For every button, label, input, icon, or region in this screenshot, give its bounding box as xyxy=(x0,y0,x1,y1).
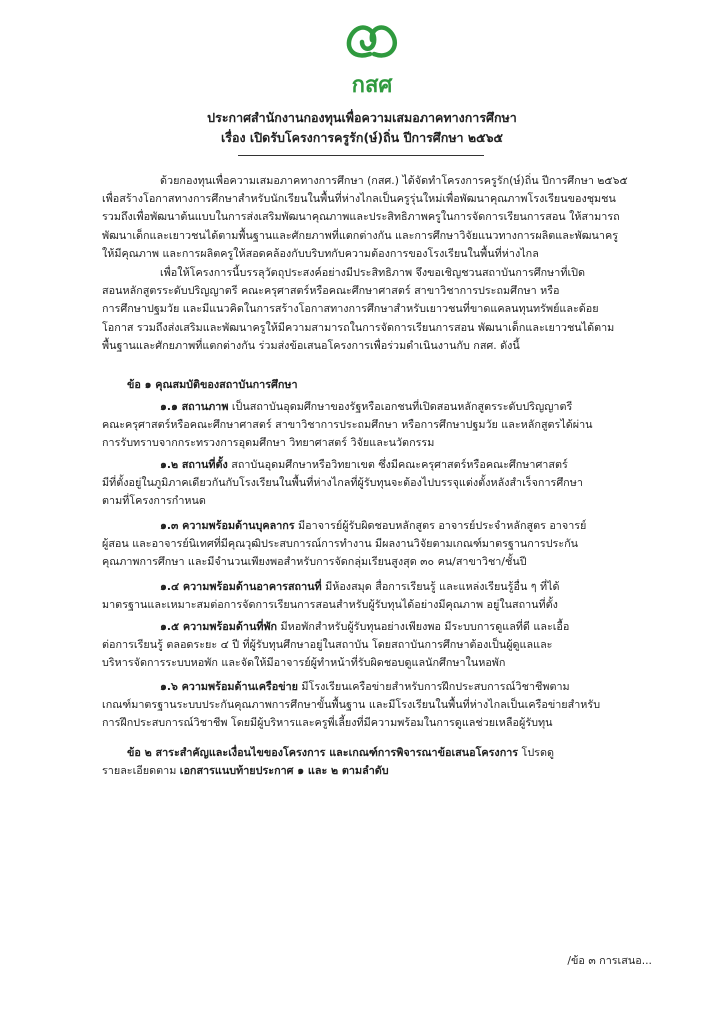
item-1-6: ๑.๖ ความพร้อมด้านเครือข่าย มีโรงเรียนเครือข่ายสำหรับการฝึกประสบการณ์วิชาชีพตาม เกณฑ์มาตรฐานระบบประกันคุณภาพการศึกษาขั้นพื้นฐาน และมีโรงเรียนในพื้นที่ห่างไกลเป็นเครือข่ายสำหรับ การฝึกประสบการณ์วิชาชีพ โดยมีผู้บริหารและครูพี่เลี้ยงที่มีความพร้อมในการดูแลช่วยเหลือผู้รับทุน xyxy=(102,680,601,730)
intro-line: เพื่อสร้างโอกาสทางการศึกษาสำหรับนักเรียนในพื้นที่ห่างไกลเป็นครูรุ่นใหม่เพื่อพัฒนาคุณภาพโรงเรียนของชุมชน xyxy=(102,192,616,206)
intro-line: ด้วยกองทุนเพื่อความเสมอภาคทางการศึกษา (กสศ.) ได้จัดทำโครงการครูรัก(ษ์)ถิ่น ปีการศึกษา ๒๕๖๕ xyxy=(160,174,628,187)
invitation-paragraph xyxy=(102,264,682,355)
kss-logo-mark xyxy=(340,20,404,98)
invite-line: เพื่อให้โครงการนี้บรรลุวัตถุประสงค์อย่างมีประสิทธิภาพ จึงขอเชิญชวนสถาบันการศึกษาที่เปิด xyxy=(160,266,586,279)
attachment-reference: เอกสารแนบท้ายประกาศ ๑ และ ๒ ตามลำดับ xyxy=(179,764,389,778)
item-1-3: ๑.๓ ความพร้อมด้านบุคลากร มีอาจารย์ผู้รับผิดชอบหลักสูตร อาจารย์ประจำหลักสูตร อาจารย์ ผู้สอน และอาจารย์นิเทศที่มีคุณวุฒิประสบการณ์การทำงาน มีผลงานวิจัยตามเกณฑ์มาตรฐานการประกัน คุณภาพการศึกษา และมีจำนวนเพียงพอสำหรับการจัดกลุ่มเรียนสูงสุด ๓๐ คน/สาขาวิชา/ชั้นปี xyxy=(102,519,587,569)
invite-line: การศึกษาปฐมวัย และมีแนวคิดในการสร้างโอกาสทางการศึกษาสำหรับเยาวชนที่ขาดแคลนทุนทรัพย์และด้อย xyxy=(102,302,599,316)
section-2-heading: ข้อ ๒ สาระสำคัญและเงื่อนไขของโครงการ และเกณฑ์การพิจารณาข้อเสนอโครงการ xyxy=(127,746,519,759)
item-1-2: ๑.๒ สถานที่ตั้ง สถาบันอุดมศึกษาหรือวิทยาเขต ซึ่งมีคณะครุศาสตร์หรือคณะศึกษาศาสตร์ มีที่ตั้งอยู่ในภูมิภาคเดียวกันกับโรงเรียนในพื้นที่ห่างไกลที่ผู้รับทุนจะต้องไปบรรจุแต่งตั้งหลังสำเร็จการศึกษา ตามที่โครงการกำหนด xyxy=(102,458,583,508)
item-1-4: ๑.๔ ความพร้อมด้านอาคารสถานที่ มีห้องสมุด สื่อการเรียนรู้ และแหล่งเรียนรู้อื่น ๆ ที่ได้ มาตรฐานและเหมาะสมต่อการจัดการเรียนการสอนสำหรับผู้รับทุนได้อย่างมีคุณภาพ อยู่ในสถานที่ตั้ง xyxy=(102,580,560,612)
item-head: ๑.๒ สถานที่ตั้ง xyxy=(160,458,228,471)
logo-text: กสศ xyxy=(351,73,393,98)
intro-paragraph xyxy=(102,172,682,263)
intro-line: รวมถึงเพื่อพัฒนาต้นแบบในการส่งเสริมพัฒนาคุณภาพและประสิทธิภาพครูในการจัดการเรียนการสอน ให้สามารถ xyxy=(102,210,620,224)
section-1-heading: ข้อ ๑ คุณสมบัติของสถาบันการศึกษา xyxy=(127,378,298,391)
invite-line: โอกาส รวมถึงส่งเสริมและพัฒนาครูให้มีความสามารถในการจัดการเรียนการสอน พัฒนาเด็กและเยาวชนได้ตาม xyxy=(102,320,615,334)
kss-logo xyxy=(340,20,404,98)
item-1-5: ๑.๕ ความพร้อมด้านที่พัก มีหอพักสำหรับผู้รับทุนอย่างเพียงพอ มีระบบการดูแลที่ดี และเอื้อ ต่อการเรียนรู้ ตลอดระยะ ๔ ปี ที่ผู้รับทุนศึกษาอยู่ในสถาบัน โดยสถาบันการศึกษาต้องเป็นผู้ดูแลและ บริหารจัดการระบบหอพัก และจัดให้มีอาจารย์ผู้ทำหน้าที่รับผิดชอบดูแลนักศึกษาในหอพัก xyxy=(102,620,570,670)
item-head: ๑.๓ ความพร้อมด้านบุคลากร xyxy=(160,519,295,532)
item-head: ๑.๔ ความพร้อมด้านอาคารสถานที่ xyxy=(160,580,322,593)
title-underline xyxy=(238,155,484,156)
item-head: ๑.๖ ความพร้อมด้านเครือข่าย xyxy=(160,680,298,693)
item-1-1: ๑.๑ สถานภาพ เป็นสถาบันอุดมศึกษาของรัฐหรือเอกชนที่เปิดสอนหลักสูตรระดับปริญญาตรี คณะครุศาสตร์หรือคณะศึกษาศาสตร์ สาขาวิชาการประถมศึกษา หรือการศึกษาปฐมวัย และหลักสูตรได้ผ่าน การรับทราบจากกระทรวงการอุดมศึกษา วิทยาศาสตร์ วิจัยและนวัตกรรม xyxy=(102,400,593,450)
announcement-title: ประกาศสำนักงานกองทุนเพื่อความเสมอภาคทางการศึกษา xyxy=(207,110,517,125)
intro-line: ให้มีคุณภาพ และการผลิตครูให้สอดคล้องกับบริบทกับความต้องการของโรงเรียนในพื้นที่ห่างไกล xyxy=(102,246,539,260)
item-head: ๑.๑ สถานภาพ xyxy=(160,400,229,413)
page-continuation: /ข้อ ๓ การเสนอ... xyxy=(567,954,652,967)
section-2-paragraph: ข้อ ๒ สาระสำคัญและเงื่อนไขของโครงการ และเกณฑ์การพิจารณาข้อเสนอโครงการ โปรดดู รายละเอียดตาม เอกสารแนบท้ายประกาศ ๑ และ ๒ ตามลำดับ xyxy=(102,746,555,778)
announcement-subject: เรื่อง เปิดรับโครงการครูรัก(ษ์)ถิ่น ปีการศึกษา ๒๕๖๕ xyxy=(220,130,504,145)
item-head: ๑.๕ ความพร้อมด้านที่พัก xyxy=(160,620,278,633)
invite-line: พื้นฐานและศักยภาพที่แตกต่างกัน ร่วมส่งข้อเสนอโครงการเพื่อร่วมดำเนินงานกับ กสศ. ดังนี้ xyxy=(102,338,520,352)
invite-line: สอนหลักสูตรระดับปริญญาตรี คณะครุศาสตร์หรือคณะศึกษาศาสตร์ สาขาวิชาการประถมศึกษา หรือ xyxy=(102,284,560,298)
intro-line: พัฒนาเด็กและเยาวชนได้ตามพื้นฐานและศักยภาพที่แตกต่างกัน และการศึกษาวิจัยแนวทางการผลิตและพัฒนาครู xyxy=(102,228,618,242)
